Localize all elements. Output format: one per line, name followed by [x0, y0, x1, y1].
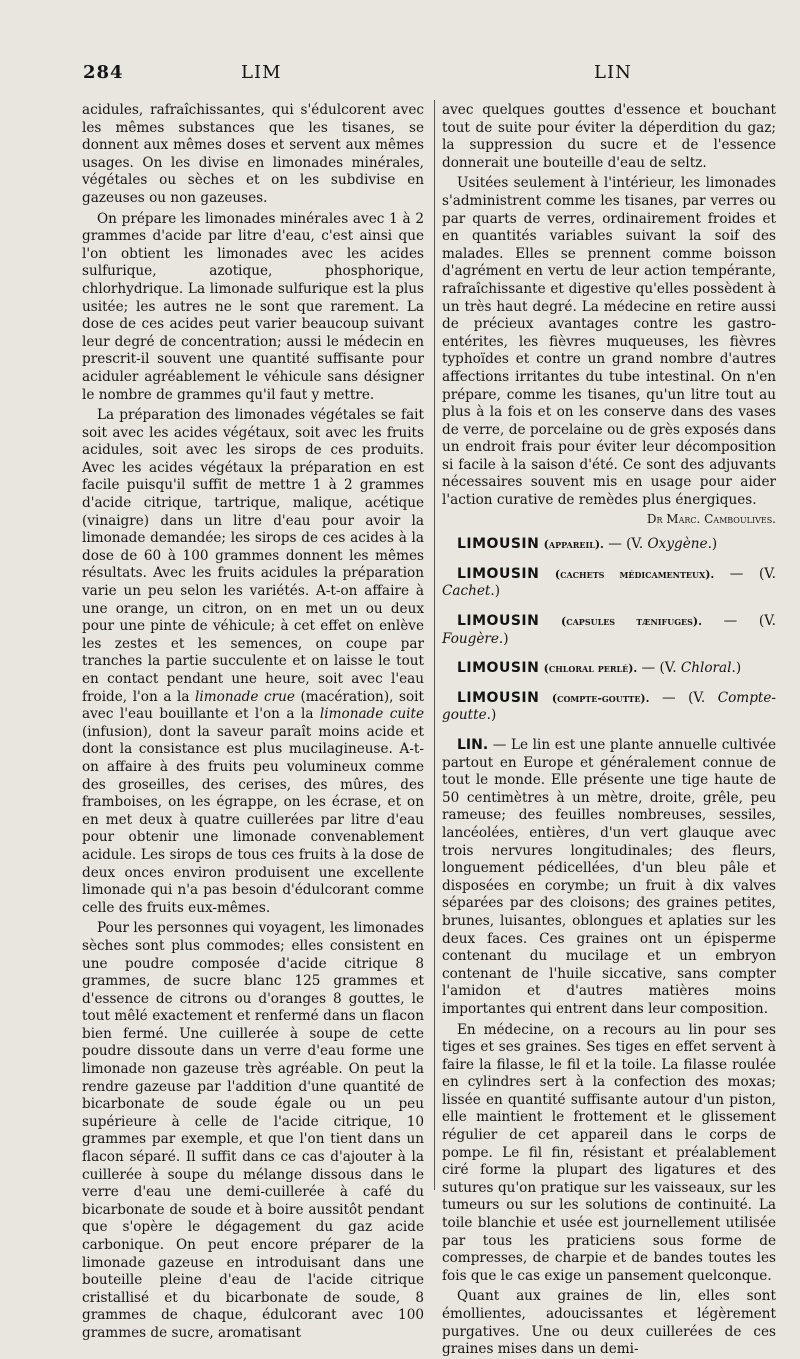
entry-end: .) [486, 707, 497, 724]
right-column [442, 102, 777, 1358]
entry-end: .) [731, 660, 742, 677]
entry-headword: LIMOUSIN [457, 536, 540, 553]
paragraph: avec quelques gouttes d'essence et bouchant tout de suite pour éviter la déperdition du gaz; la suppression du sucre et de l'essence donnerait une bouteille d'eau de seltz. [442, 102, 776, 171]
entry-see: — (V. [714, 565, 777, 582]
dictionary-entry [442, 660, 776, 678]
entry-end: .) [490, 583, 501, 600]
cross-reference: Chloral [680, 660, 732, 677]
entry-see: — (V. [637, 660, 681, 677]
paragraph [442, 737, 776, 1019]
entry-qualifier: (compte-goutte). [551, 691, 650, 705]
entry-qualifier: (capsules tænifuges). [561, 615, 702, 629]
entry-headword: LIMOUSIN [457, 689, 540, 706]
running-head-left: LIM [241, 62, 282, 83]
italic-term: limonade crue [195, 688, 295, 705]
entry-headword: LIMOUSIN [457, 613, 540, 630]
entry-headword-lin: LIN. [457, 737, 489, 753]
entry-qualifier: (chloral perlé). [543, 662, 638, 676]
italic-term: limonade cuite [319, 706, 424, 723]
left-column [82, 102, 424, 1341]
text-run: (macération), soit avec l'eau bouillante et l'on a la [82, 688, 424, 723]
paragraph: En médecine, on a recours au lin pour ses tiges et ses graines. Ses tiges en effet servent à faire la filasse, le fil et la toile. La filasse roulée en cylindres sert à la confection des moxas; lissée en quantité suffisante autour d'un piston, elle maintient le frottement et le glissement régulier de cet appareil dans le corps de pompe. Le fil fin, résistant et préalablement ciré forme la plupart des ligatures et des sutures qu'on pratique sur les vaisseaux, sur les tumeurs ou sur les solutions de continuité. La toile blanchie et usée est journellement utilisée par tous les praticiens sous forme de compresses, de charpie et de bandes toutes les fois que le cas exige un pansement quelconque. [442, 1021, 776, 1284]
entry-qualifier: (cachets médicamenteux). [554, 567, 715, 581]
entry-headword: LIMOUSIN [457, 660, 540, 677]
dictionary-entry [442, 690, 776, 725]
dictionary-entry [442, 536, 776, 554]
cross-reference: Oxygène [647, 536, 708, 553]
dictionary-entry [442, 566, 776, 601]
entry-see: — (V. [701, 613, 776, 630]
cross-reference: Cachet [442, 583, 491, 600]
entry-end: .) [707, 536, 718, 553]
author-signature: Dr Marc. Camboulives. [646, 511, 776, 526]
entry-end: .) [498, 630, 509, 647]
paragraph: Usitées seulement à l'intérieur, les limonades s'administrent comme les tisanes, par verres ou par quarts de verres, ordinairement froides et en quantités variables suivant la soif des malades. Elles se prennent comme boisson d'agrément en vertu de leur action tempérante, rafraîchissante et digestive qu'elles possèdent à un très haut degré. La médecine en retire aussi de précieux avantages contre les gastro-entérites, les fièvres muqueuses, les fièvres typhoïdes et contre un grand nombre d'autres affections irritantes du tube intestinal. On n'en prépare, comme les tisanes, qu'un litre tout au plus à la fois et on les conserve dans des vases de verre, de porcelaine ou de grès exposés dans un endroit frais pour éviter leur décomposition si facile à la saison d'été. Ce sont des adjuvants nécessaires souvent mis en usage pour aider l'action curative de remèdes plus énergiques. [442, 175, 776, 509]
page-number: 284 [83, 62, 124, 83]
paragraph: On prépare les limonades minérales avec 1 à 2 grammes d'acide par litre d'eau, c'est ainsi que l'on obtient les limonades avec les acides sulfurique, azotique, phosphorique, chlorhydrique. La limonade sulfurique est la plus usitée; les autres ne le sont que rarement. La dose de ces acides peut varier beaucoup suivant leur degré de concentration; aussi le médecin en prescrit-il souvent une quantité suffisante pour aciduler agréablement le véhicule sans désigner le nombre de grammes qu'il faut y mettre. [82, 210, 424, 403]
cross-reference: Fougère [442, 630, 499, 647]
text-run: — Le lin est une plante annuelle cultivée partout en Europe et généralement connue de tout le monde. Elle présente une tige haute de 50 centimètres à un mètre, droite, grêle, peu rameuse; des feuilles nombreuses, sessiles, lancéolées, entières, d'un vert glauque avec trois nervures longitudinales; des fleurs, longuement pédicellées, d'un bleu pâle et disposées en corymbe; un fruit à dix valves séparées par des cloisons; des graines petites, brunes, luisantes, oblongues et aplaties sur les deux faces. Ces graines ont un épisperme contenant du mucilage et un embryon contenant de l'huile siccative, sans compter l'amidon et d'autres matières moins importantes qui entrent dans leur composition. [442, 737, 776, 1017]
text-run: (infusion), dont la saveur paraît moins acide et dont la consistance est plus mucilagineuse. A-t-on affaire à des fruits peu volumineux comme des groseilles, des cerises, des mûres, des framboises, on les égrappe, on les écrase, et on en met deux à quatre cuillerées par litre d'eau pour obtenir une limonade convenablement acidule. Les sirops de tous ces fruits à la dose de deux onces environ produisent une excellente limonade qui n'a pas besoin d'édulcorant comme celle des fruits eux-mêmes. [82, 723, 424, 916]
entry-see: — (V. [649, 689, 718, 706]
running-head-right: LIN [594, 62, 632, 83]
dictionary-entry [442, 613, 776, 648]
paragraph [82, 407, 424, 917]
entry-see: — (V. [603, 536, 648, 553]
entry-headword: LIMOUSIN [457, 565, 540, 582]
paragraph: acidules, rafraîchissantes, qui s'édulcorent avec les mêmes substances que les tisanes, se donnent aux mêmes doses et servent aux mêmes usages. On les divise en limonades minérales, végétales ou sèches et on les subdivise en gazeuses ou non gazeuses. [82, 102, 424, 206]
paragraph: Pour les personnes qui voyagent, les limonades sèches sont plus commodes; elles consistent en une poudre composée d'acide citrique 8 grammes, de sucre blanc 125 grammes et d'essence de citrons ou d'oranges 8 gouttes, le tout mêlé exactement et renfermé dans un flacon bien fermé. Une cuillerée à soupe de cette poudre dissoute dans un verre d'eau forme une limonade non gazeuse très agréable. On peut la rendre gazeuse par l'addition d'une quantité de bicarbonate de soude égale ou un peu supérieure à celle de l'acide citrique, 10 grammes par exemple, et que l'on tient dans un flacon séparé. Il suffit dans ce cas d'ajouter à la cuillerée à soupe du mélange dissous dans le verre d'eau une demi-cuillerée à café du bicarbonate de soude et à boire aussitôt pendant que s'opère le dégagement du gaz acide carbonique. On peut encore préparer de la limonade gazeuse en introduisant dans une bouteille pleine d'eau de l'acide citrique cristallisé et du bicarbonate de soude, 8 grammes de chaque, édulcorant avec 100 grammes de sucre, aromatisant [82, 920, 424, 1341]
entry-qualifier: (appareil). [543, 538, 604, 552]
paragraph: Quant aux graines de lin, elles sont émollientes, adoucissantes et légèrement purgatives. Une ou deux cuillerées de ces graines mises dans un demi- [442, 1288, 776, 1358]
column-divider [434, 100, 435, 1190]
text-run: La préparation des limonades végétales se fait soit avec les acides végétaux, soit avec les fruits acidules, soit avec les sirops de ces produits. Avec les acides végétaux la préparation en est facile puisqu'il suffit de mettre 1 à 2 grammes d'acide citrique, tartrique, malique, acétique (vinaigre) dans un litre d'eau pour avoir la limonade demandée; les sirops de ces acides à la dose de 60 à 100 grammes donnent les mêmes résultats. Avec les fruits acidules la préparation varie un peu selon les variétés. A-t-on affaire à une orange, un citron, on en met un ou deux pour une pinte de véhicule; à cet effet on enlève les zestes et les semences, on coupe par tranches la partie succulente et on laisse le tout en contact pendant une heure, soit avec l'eau froide, l'on a la [82, 407, 424, 705]
cross-reference: Compte-goutte [442, 689, 776, 724]
